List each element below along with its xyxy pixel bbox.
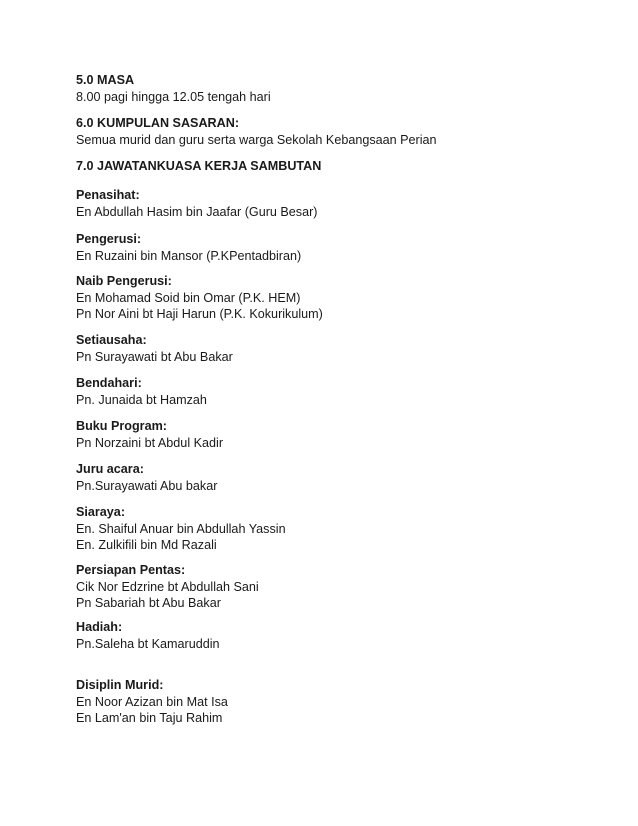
role-heading: Hadiah: <box>76 620 123 634</box>
role-heading: Persiapan Pentas: <box>76 563 186 577</box>
role-member: En Lam'an bin Taju Rahim <box>76 711 223 725</box>
role-member: Pn.Saleha bt Kamaruddin <box>76 636 220 651</box>
role-member: Cik Nor Edzrine bt Abdullah Sani <box>76 579 259 594</box>
section-heading: 5.0 MASA <box>76 73 135 87</box>
role-member: En Abdullah Hasim bin Jaafar (Guru Besar) <box>76 204 318 219</box>
role-naib-pengerusi <box>76 273 616 323</box>
role-heading: Penasihat: <box>76 188 140 202</box>
role-member: Pn Norzaini bt Abdul Kadir <box>76 435 224 450</box>
role-penasihat <box>76 187 616 220</box>
role-bendahari <box>76 375 616 408</box>
role-pengerusi <box>76 231 616 264</box>
role-member: Pn Surayawati bt Abu Bakar <box>76 349 233 364</box>
role-member: Pn.Surayawati Abu bakar <box>76 478 218 493</box>
section-text: 8.00 pagi hingga 12.05 tengah hari <box>76 89 271 104</box>
role-member: Pn Sabariah bt Abu Bakar <box>76 596 221 610</box>
section-kumpulan-sasaran <box>76 115 616 148</box>
role-member: En Ruzaini bin Mansor (P.KPentadbiran) <box>76 248 302 263</box>
role-member: En Mohamad Soid bin Omar (P.K. HEM) <box>76 290 301 305</box>
role-member: Pn Nor Aini bt Haji Harun (P.K. Kokurikulum) <box>76 307 323 321</box>
role-heading: Naib Pengerusi: <box>76 274 172 288</box>
role-disiplin-murid <box>76 677 616 727</box>
role-heading: Juru acara: <box>76 462 144 476</box>
role-hadiah <box>76 619 616 652</box>
section-jawatankuasa <box>76 158 616 175</box>
section-heading: 7.0 JAWATANKUASA KERJA SAMBUTAN <box>76 159 322 173</box>
role-heading: Buku Program: <box>76 419 167 433</box>
role-member: En. Shaiful Anuar bin Abdullah Yassin <box>76 521 286 536</box>
role-heading: Siaraya: <box>76 505 126 519</box>
role-juru-acara <box>76 461 616 494</box>
role-heading: Pengerusi: <box>76 232 142 246</box>
role-siaraya <box>76 504 616 554</box>
role-heading: Bendahari: <box>76 376 142 390</box>
section-masa <box>76 72 616 105</box>
section-heading: 6.0 KUMPULAN SASARAN: <box>76 116 240 130</box>
role-member: En Noor Azizan bin Mat Isa <box>76 694 228 709</box>
role-member: En. Zulkifili bin Md Razali <box>76 538 217 552</box>
role-setiausaha <box>76 332 616 365</box>
role-buku-program <box>76 418 616 451</box>
section-text: Semua murid dan guru serta warga Sekolah Kebangsaan Perian <box>76 132 437 147</box>
role-heading: Setiausaha: <box>76 333 147 347</box>
role-heading: Disiplin Murid: <box>76 678 164 692</box>
role-member: Pn. Junaida bt Hamzah <box>76 392 207 407</box>
role-persiapan-pentas <box>76 562 616 612</box>
